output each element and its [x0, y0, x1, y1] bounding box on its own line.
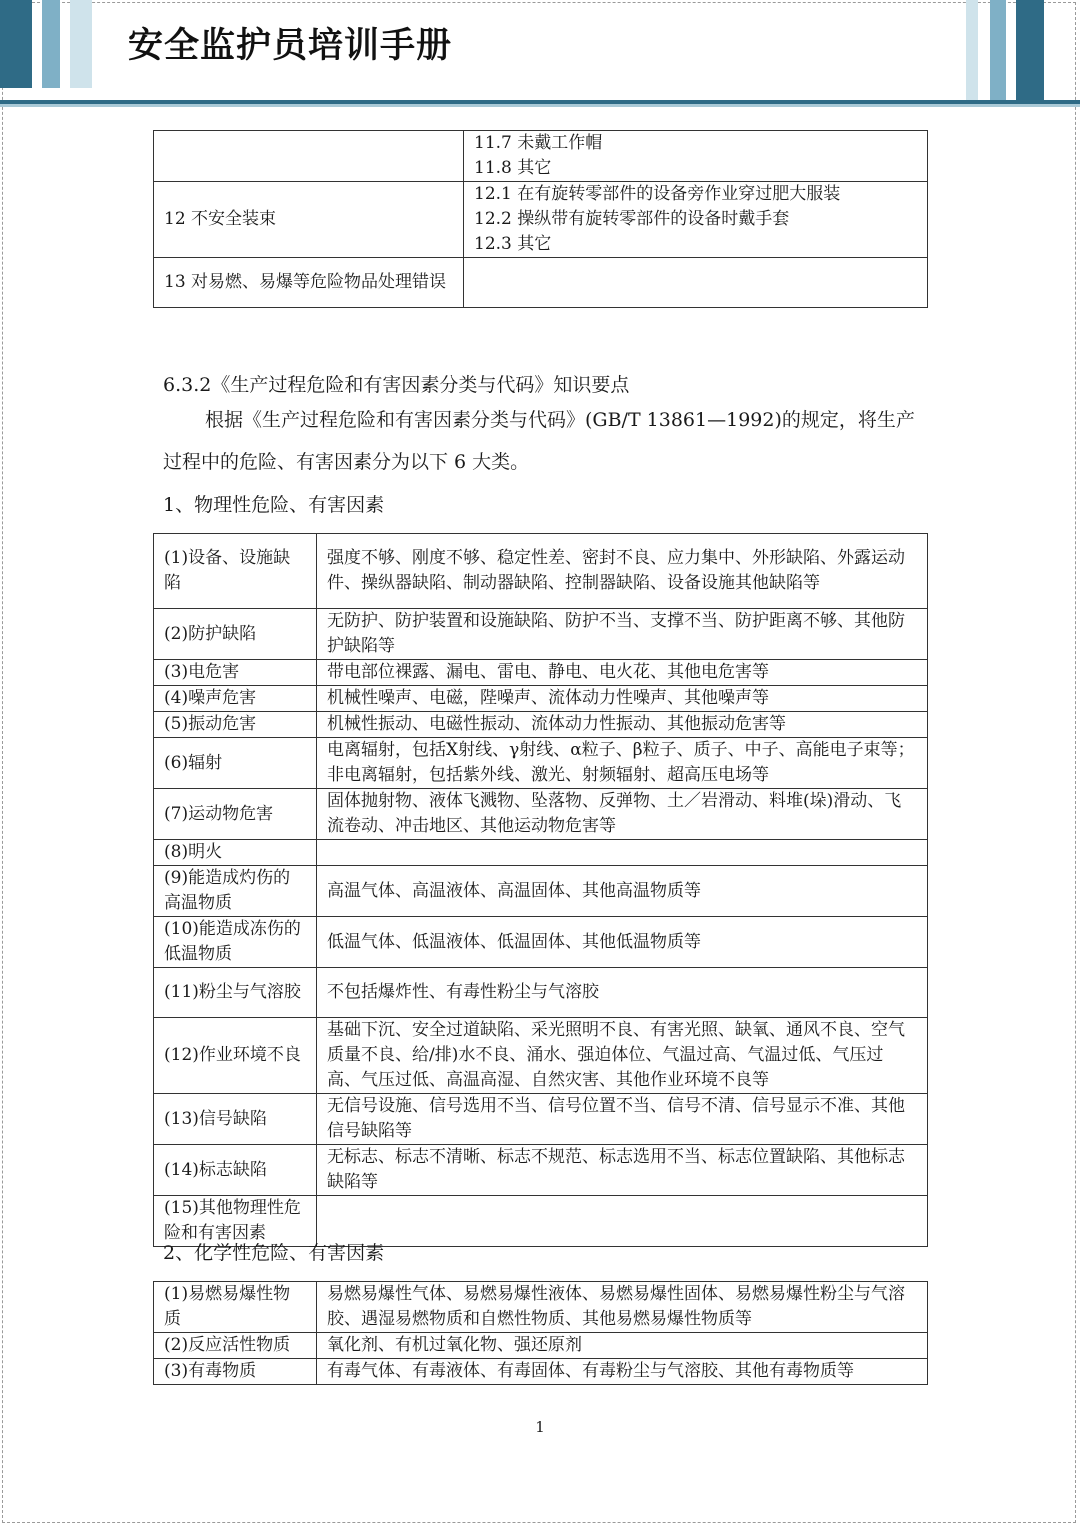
item-line: 11.8 其它: [474, 158, 552, 178]
table-row: [154, 1282, 928, 1333]
table-row: [154, 712, 928, 738]
chemical-heading: 2、化学性危险、有害因素: [163, 1242, 385, 1264]
table-row: [154, 866, 928, 917]
unsafe-behavior-table: [153, 130, 928, 308]
hazard-label: (7)运动物危害: [154, 789, 317, 840]
category-cell: [154, 131, 464, 182]
hazard-label: (1)设备、设施缺陷: [154, 534, 317, 609]
table-row: [154, 1145, 928, 1196]
hazard-label: (9)能造成灼伤的高温物质: [154, 866, 317, 917]
category-cell: 12 不安全装束: [154, 182, 464, 258]
item-line: 12.1 在有旋转零部件的设备旁作业穿过肥大服装: [474, 184, 841, 204]
hazard-description: 机械性噪声、电磁，陛噪声、流体动力性噪声、其他噪声等: [317, 686, 928, 712]
table-row: [154, 917, 928, 968]
hazard-description: 带电部位裸露、漏电、雷电、静电、电火花、其他电危害等: [317, 660, 928, 686]
items-cell: [464, 258, 928, 308]
table-row: [154, 182, 928, 258]
item-line: 12.3 其它: [474, 234, 552, 254]
table-row: [154, 609, 928, 660]
hazard-description: 不包括爆炸性、有毒性粉尘与气溶胶: [317, 968, 928, 1018]
hazard-description: 氧化剂、有机过氧化物、强还原剂: [317, 1333, 928, 1359]
hazard-label: (6)辐射: [154, 738, 317, 789]
header-stripe: [966, 0, 978, 104]
hazard-label: (13)信号缺陷: [154, 1094, 317, 1145]
header-stripe: [70, 0, 92, 88]
hazard-label: (8)明火: [154, 840, 317, 866]
physical-heading: 1、物理性危险、有害因素: [163, 494, 385, 516]
hazard-label: (1)易燃易爆性物质: [154, 1282, 317, 1333]
table-row: [154, 789, 928, 840]
table-row: [154, 1333, 928, 1359]
hazard-label: (3)有毒物质: [154, 1359, 317, 1385]
hazard-description: [317, 1196, 928, 1247]
page-number: 1: [535, 1418, 545, 1436]
hazard-label: (2)反应活性物质: [154, 1333, 317, 1359]
hazard-description: [317, 840, 928, 866]
table-row: [154, 738, 928, 789]
hazard-description: 有毒气体、有毒液体、有毒固体、有毒粉尘与气溶胶、其他有毒物质等: [317, 1359, 928, 1385]
category-cell: 13 对易燃、易爆等危险物品处理错误: [154, 258, 464, 308]
header-rule-light: [0, 104, 1080, 107]
hazard-label: (12)作业环境不良: [154, 1018, 317, 1094]
hazard-description: 电离辐射，包括Ⅹ射线、γ射线、α粒子、β粒子、质子、中子、高能电子束等；非电离辐射，包括紫外线、激光、射频辐射、超高压电场等: [317, 738, 928, 789]
hazard-label: (3)电危害: [154, 660, 317, 686]
section-paragraph: [163, 399, 923, 483]
hazard-description: 机械性振动、电磁性振动、流体动力性振动、其他振动危害等: [317, 712, 928, 738]
hazard-description: 强度不够、刚度不够、稳定性差、密封不良、应力集中、外形缺陷、外露运动件、操纵器缺陷、制动器缺陷、控制器缺陷、设备设施其他缺陷等: [317, 534, 928, 609]
hazard-label: (5)振动危害: [154, 712, 317, 738]
hazard-description: 无标志、标志不清晰、标志不规范、标志选用不当、标志位置缺陷、其他标志缺陷等: [317, 1145, 928, 1196]
table-row: [154, 686, 928, 712]
hazard-description: 基础下沉、安全过道缺陷、采光照明不良、有害光照、缺氧、通风不良、空气质量不良、给/排)水不良、涌水、强迫体位、气温过高、气温过低、气压过高、气压过低、高温高湿、自然灾害、其他作业环境不良等: [317, 1018, 928, 1094]
table-row: [154, 258, 928, 308]
header-stripe: [1016, 0, 1044, 104]
header-stripe: [0, 0, 32, 88]
items-cell: [464, 131, 928, 182]
table-row: [154, 1359, 928, 1385]
hazard-description: 无信号设施、信号选用不当、信号位置不当、信号不清、信号显示不准、其他信号缺陷等: [317, 1094, 928, 1145]
hazard-description: 低温气体、低温液体、低温固体、其他低温物质等: [317, 917, 928, 968]
page-header: [0, 0, 1080, 110]
section-heading: 6.3.2《生产过程危险和有害因素分类与代码》知识要点: [163, 374, 630, 396]
hazard-label: (2)防护缺陷: [154, 609, 317, 660]
header-stripe: [990, 0, 1006, 104]
table-row: [154, 660, 928, 686]
table-row: [154, 840, 928, 866]
header-stripe: [42, 0, 60, 88]
hazard-label: (11)粉尘与气溶胶: [154, 968, 317, 1018]
hazard-description: 易燃易爆性气体、易燃易爆性液体、易燃易爆性固体、易燃易爆性粉尘与气溶胶、遇湿易燃物质和自燃性物质、其他易燃易爆性物质等: [317, 1282, 928, 1333]
paragraph-text: 根据《生产过程危险和有害因素分类与代码》(GB/T 13861—1992)的规定，将生产过程中的危险、有害因素分为以下 6 大类。: [163, 409, 915, 473]
table-row: [154, 1094, 928, 1145]
hazard-label: (14)标志缺陷: [154, 1145, 317, 1196]
item-line: 12.2 操纵带有旋转零部件的设备时戴手套: [474, 209, 790, 229]
table-row: [154, 131, 928, 182]
hazard-description: 无防护、防护装置和设施缺陷、防护不当、支撑不当、防护距离不够、其他防护缺陷等: [317, 609, 928, 660]
table-row: [154, 968, 928, 1018]
hazard-description: 高温气体、高温液体、高温固体、其他高温物质等: [317, 866, 928, 917]
hazard-description: 固体抛射物、液体飞溅物、坠落物、反弹物、土／岩滑动、料堆(垛)滑动、飞流卷动、冲击地区、其他运动物危害等: [317, 789, 928, 840]
table-row: [154, 1018, 928, 1094]
item-line: 11.7 未戴工作帽: [474, 133, 603, 153]
table-row: [154, 534, 928, 609]
physical-hazard-table: [153, 533, 928, 1247]
items-cell: [464, 182, 928, 258]
hazard-label: (15)其他物理性危险和有害因素: [154, 1196, 317, 1247]
hazard-label: (10)能造成冻伤的低温物质: [154, 917, 317, 968]
document-title: 安全监护员培训手册: [128, 26, 453, 66]
hazard-label: (4)噪声危害: [154, 686, 317, 712]
chemical-hazard-table: [153, 1281, 928, 1385]
